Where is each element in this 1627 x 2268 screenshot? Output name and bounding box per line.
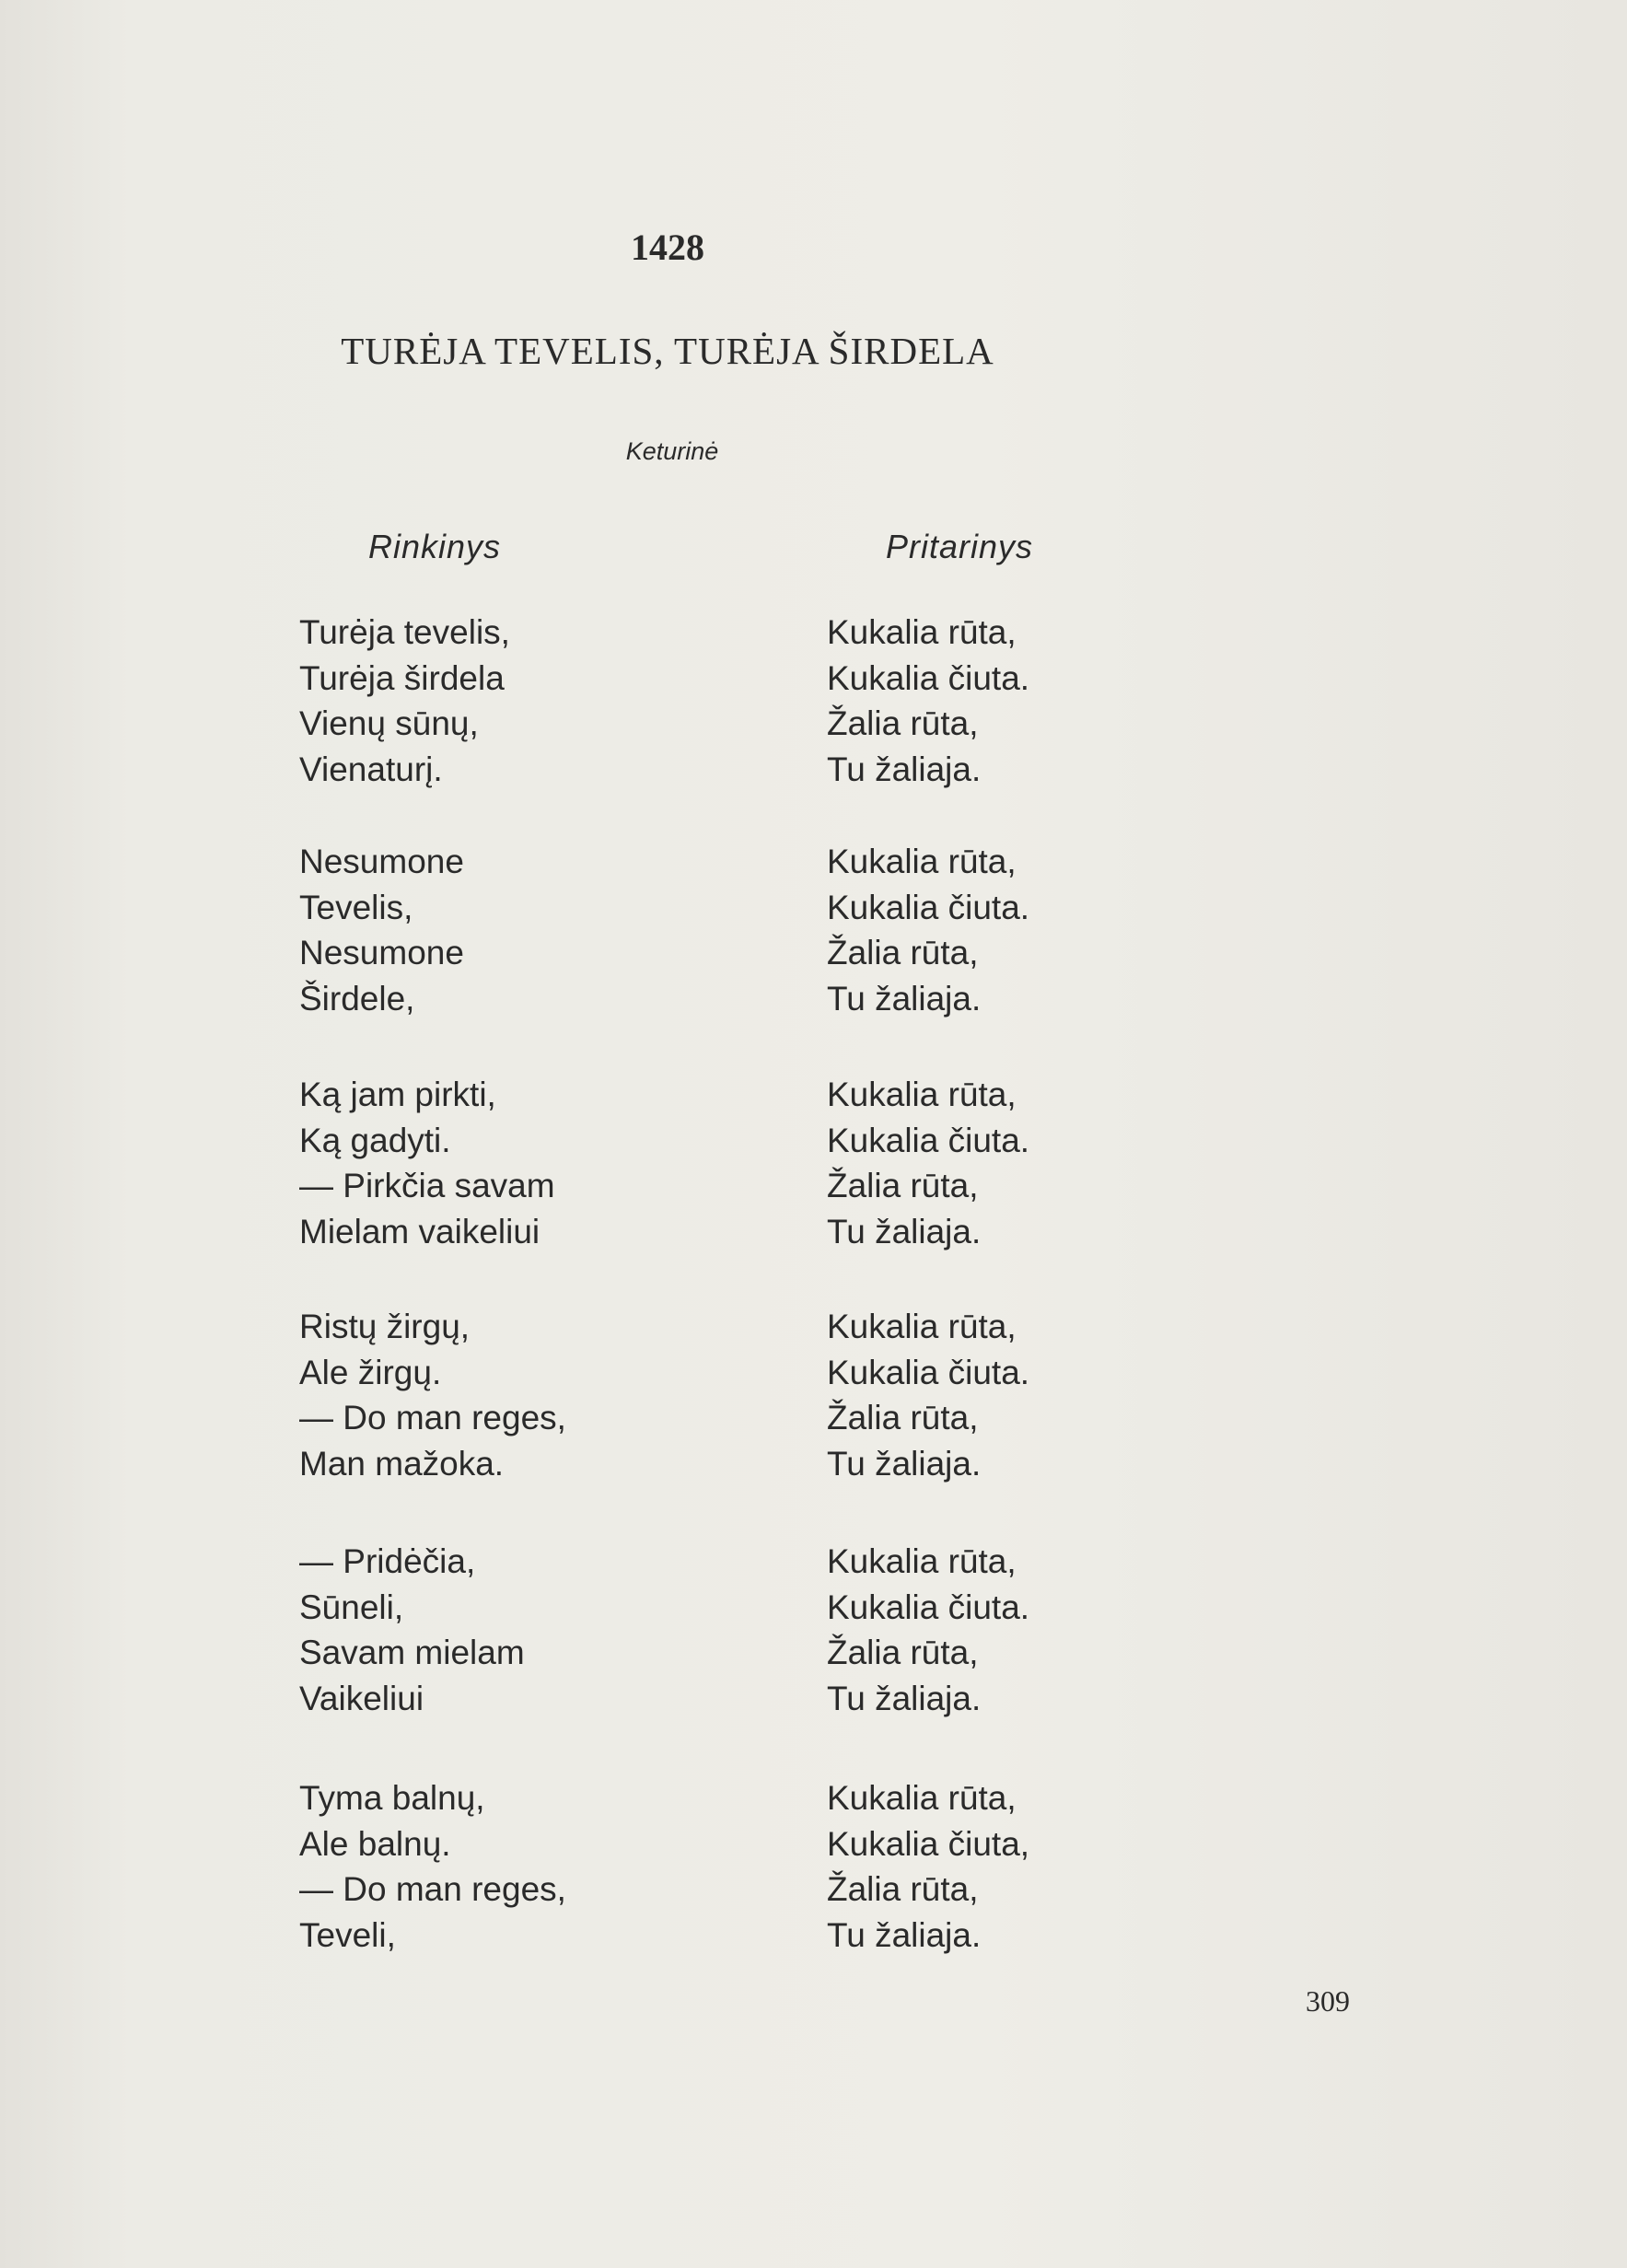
refrain-line: Kukalia rūta, (827, 843, 1017, 880)
verse-line: — Do man reges, (299, 1399, 566, 1436)
refrain-line: Tu žaliaja. (827, 1444, 982, 1483)
refrain-line: Žalia rūta, (827, 934, 979, 971)
stanza-refrain (827, 610, 1029, 792)
verse-line: Teveli, (299, 1915, 396, 1954)
refrain-line: Žalia rūta, (827, 1399, 979, 1436)
refrain-line: Tu žaliaja. (827, 750, 982, 788)
page-number: 309 (1306, 1984, 1350, 2018)
verse-line: Ale balnų. (299, 1824, 451, 1863)
refrain-line: Tu žaliaja. (827, 1915, 982, 1954)
refrain-column-heading: Pritarinys (886, 528, 1034, 565)
verse-line: Tevelis, (299, 888, 413, 926)
stanza-refrain (827, 1072, 1029, 1254)
refrain-line: Kukalia rūta, (827, 1308, 1017, 1345)
stanza-refrain (827, 1539, 1029, 1721)
refrain-line: Kukalia rūta, (827, 613, 1017, 651)
song-type: Keturinė (625, 437, 719, 465)
refrain-line: Kukalia čiuta. (827, 1588, 1030, 1626)
refrain-line: Kukalia čiuta. (827, 1121, 1030, 1159)
verse-column-heading: Rinkinys (368, 528, 502, 565)
refrain-line: Žalia rūta, (827, 1167, 979, 1204)
song-number: 1428 (631, 227, 704, 268)
refrain-line: Tu žaliaja. (827, 1679, 982, 1717)
refrain-line: Kukalia rūta, (827, 1779, 1017, 1817)
stanza-verse (299, 610, 510, 792)
refrain-line: Žalia rūta, (827, 704, 979, 742)
verse-line: Tyma balnų, (299, 1779, 485, 1817)
refrain-line: Tu žaliaja. (827, 979, 982, 1018)
verse-line: Ale žirgų. (299, 1353, 442, 1391)
refrain-line: Žalia rūta, (827, 1870, 979, 1908)
stanza-verse (299, 839, 464, 1021)
verse-line: Mielam vaikeliui (299, 1212, 540, 1250)
verse-line: — Pridėčia, (299, 1542, 476, 1580)
verse-line: Turėja širdela (299, 658, 505, 697)
refrain-line: Tu žaliaja. (827, 1212, 982, 1250)
verse-line: Turėja tevelis, (299, 613, 510, 651)
verse-line: Sūneli, (299, 1588, 404, 1626)
verse-line: Nesumone (299, 843, 464, 880)
verse-line: Ristų žirgų, (299, 1308, 471, 1345)
verse-line: Man mažoka. (299, 1444, 505, 1483)
stanza-verse (299, 1775, 566, 1958)
verse-line: Vienų sūnų, (299, 704, 479, 742)
stanza-verse (299, 1304, 566, 1486)
verse-line: Vaikeliui (299, 1679, 424, 1717)
verse-line: — Pirkčia savam (299, 1167, 555, 1204)
stanza-verse (299, 1539, 525, 1721)
refrain-line: Kukalia čiuta. (827, 888, 1030, 926)
refrain-line: Kukalia čiuta. (827, 1353, 1030, 1391)
stanza-verse (299, 1072, 555, 1254)
stanza-refrain (827, 839, 1029, 1021)
verse-line: Ką jam pirkti, (299, 1076, 496, 1113)
refrain-line: Kukalia čiuta, (827, 1824, 1030, 1863)
stanza-refrain (827, 1304, 1029, 1486)
verse-line: — Do man reges, (299, 1870, 566, 1908)
refrain-line: Žalia rūta, (827, 1634, 979, 1671)
verse-line: Savam mielam (299, 1634, 525, 1671)
verse-line: Nesumone (299, 934, 464, 971)
refrain-line: Kukalia rūta, (827, 1076, 1017, 1113)
verse-line: Vienaturį. (299, 750, 443, 788)
verse-line: Ką gadyti. (299, 1121, 451, 1159)
song-title: TURĖJA TEVELIS, TURĖJA ŠIRDELA (341, 330, 994, 372)
stanza-refrain (827, 1775, 1029, 1958)
verse-line: Širdele, (299, 979, 415, 1018)
refrain-line: Kukalia čiuta. (827, 658, 1030, 697)
refrain-line: Kukalia rūta, (827, 1542, 1017, 1580)
